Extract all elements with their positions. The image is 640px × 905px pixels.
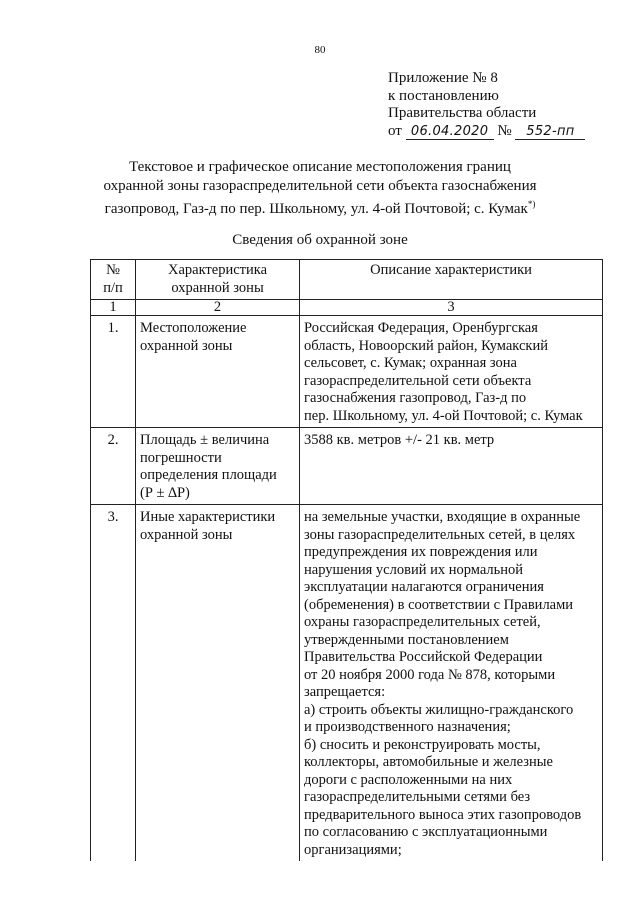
cell-line: сельсовет, с. Кумак; охранная зона (304, 355, 517, 371)
table-row (91, 316, 603, 428)
row-description (300, 316, 603, 428)
cell-line: и производственного назначения; (304, 719, 511, 735)
cell-line: газораспределительной сети объекта (304, 372, 532, 389)
cell-line: на земельные участки, входящие в охранные (304, 509, 581, 525)
row-characteristic (136, 316, 300, 428)
cell-line: охранной зоны (140, 337, 233, 354)
header-text: охранной зоны (171, 279, 264, 296)
cell-line: коллекторы, автомобильные и железные (304, 754, 553, 770)
resolution-reference (388, 123, 585, 141)
cell-line: Российская Федерация, Оренбургская (304, 320, 538, 336)
cell-line: эксплуатации налагаются ограничения (304, 579, 544, 595)
cell-line: Местоположение (140, 320, 247, 336)
row-number: 3. (91, 505, 136, 862)
title-line: охранной зоны газораспределительной сети объекта газоснабжения (103, 177, 537, 194)
cell-line: организациями; (304, 841, 402, 858)
handwritten-number: 552-пп (515, 125, 585, 140)
appendix-line: Приложение № 8 (388, 70, 498, 86)
handwritten-date: 06.04.2020 (406, 125, 494, 140)
column-number: 3 (300, 300, 603, 316)
number-label: № (497, 122, 512, 139)
section-subtitle: Сведения об охранной зоне (232, 232, 408, 248)
cell-line: определения площади (140, 467, 277, 483)
cell-line: охраны газораспределительных сетей, (304, 614, 541, 630)
cell-line: Площадь ± величина (140, 432, 270, 448)
cell-line: Иные характеристики (140, 509, 276, 525)
appendix-line: Правительства области (388, 105, 537, 121)
page-number: 80 (314, 44, 326, 56)
header-text: п/п (103, 279, 123, 296)
row-number: 1. (91, 316, 136, 428)
document-title (0, 158, 640, 219)
zone-info-table (90, 259, 603, 861)
header-cell-description (300, 260, 603, 300)
footnote-mark: *) (527, 199, 536, 209)
column-number: 2 (136, 300, 300, 316)
cell-line: область, Новоорский район, Кумакский (304, 337, 548, 354)
cell-line: б) сносить и реконструировать мосты, (304, 736, 541, 753)
row-description (300, 428, 603, 505)
row-number: 2. (91, 428, 136, 505)
cell-line: а) строить объекты жилищно-гражданского (304, 701, 574, 718)
table-row (91, 428, 603, 505)
row-characteristic (136, 505, 300, 862)
cell-line: утвержденными постановлением (304, 631, 509, 648)
column-number: 1 (91, 300, 136, 316)
table-row (91, 505, 603, 862)
cell-line: газоснабжения газопровод, Газ-д по (304, 390, 527, 406)
row-characteristic (136, 428, 300, 505)
table-header-row (91, 260, 603, 300)
appendix-header (388, 70, 585, 140)
cell-line: дороги с расположенными на них (304, 771, 513, 788)
header-text: № (106, 262, 120, 278)
cell-line: по согласованию с эксплуатационными (304, 824, 548, 840)
row-description (300, 505, 603, 862)
column-number-row (91, 300, 603, 316)
from-label: от (388, 122, 402, 139)
cell-line: погрешности (140, 449, 222, 466)
appendix-line: к постановлению (388, 87, 499, 104)
header-text: Характеристика (167, 262, 268, 278)
title-line-text: газопровод, Газ-д по пер. Школьному, ул. 4-ой Почтовой; с. Кумак (104, 201, 528, 217)
title-line: Текстовое и графическое описание местоположения границ (129, 159, 511, 175)
cell-line: запрещается: (304, 684, 386, 700)
cell-line: охранной зоны (140, 526, 233, 543)
cell-line: предварительного выноса этих газопроводов (304, 806, 582, 823)
cell-line: газораспределительными сетями без (304, 789, 531, 805)
header-text: Описание характеристики (370, 262, 532, 278)
cell-line: зоны газораспределительных сетей, в целях (304, 526, 576, 543)
cell-line: (обременения) в соответствии с Правилами (304, 596, 574, 613)
cell-line: Правительства Российской Федерации (304, 649, 543, 665)
header-cell-characteristic (136, 260, 300, 300)
cell-line: нарушения условий их нормальной (304, 561, 524, 578)
cell-line: от 20 ноября 2000 года № 878, которыми (304, 666, 556, 683)
title-line (0, 195, 640, 219)
cell-line: (Р ± ∆Р) (140, 484, 190, 501)
cell-line: 3588 кв. метров +/- 21 кв. метр (304, 432, 495, 448)
cell-line: предупреждения их повреждения или (304, 544, 538, 560)
cell-line: пер. Школьному, ул. 4-ой Почтовой; с. Кумак (304, 407, 583, 424)
header-cell-number (91, 260, 136, 300)
